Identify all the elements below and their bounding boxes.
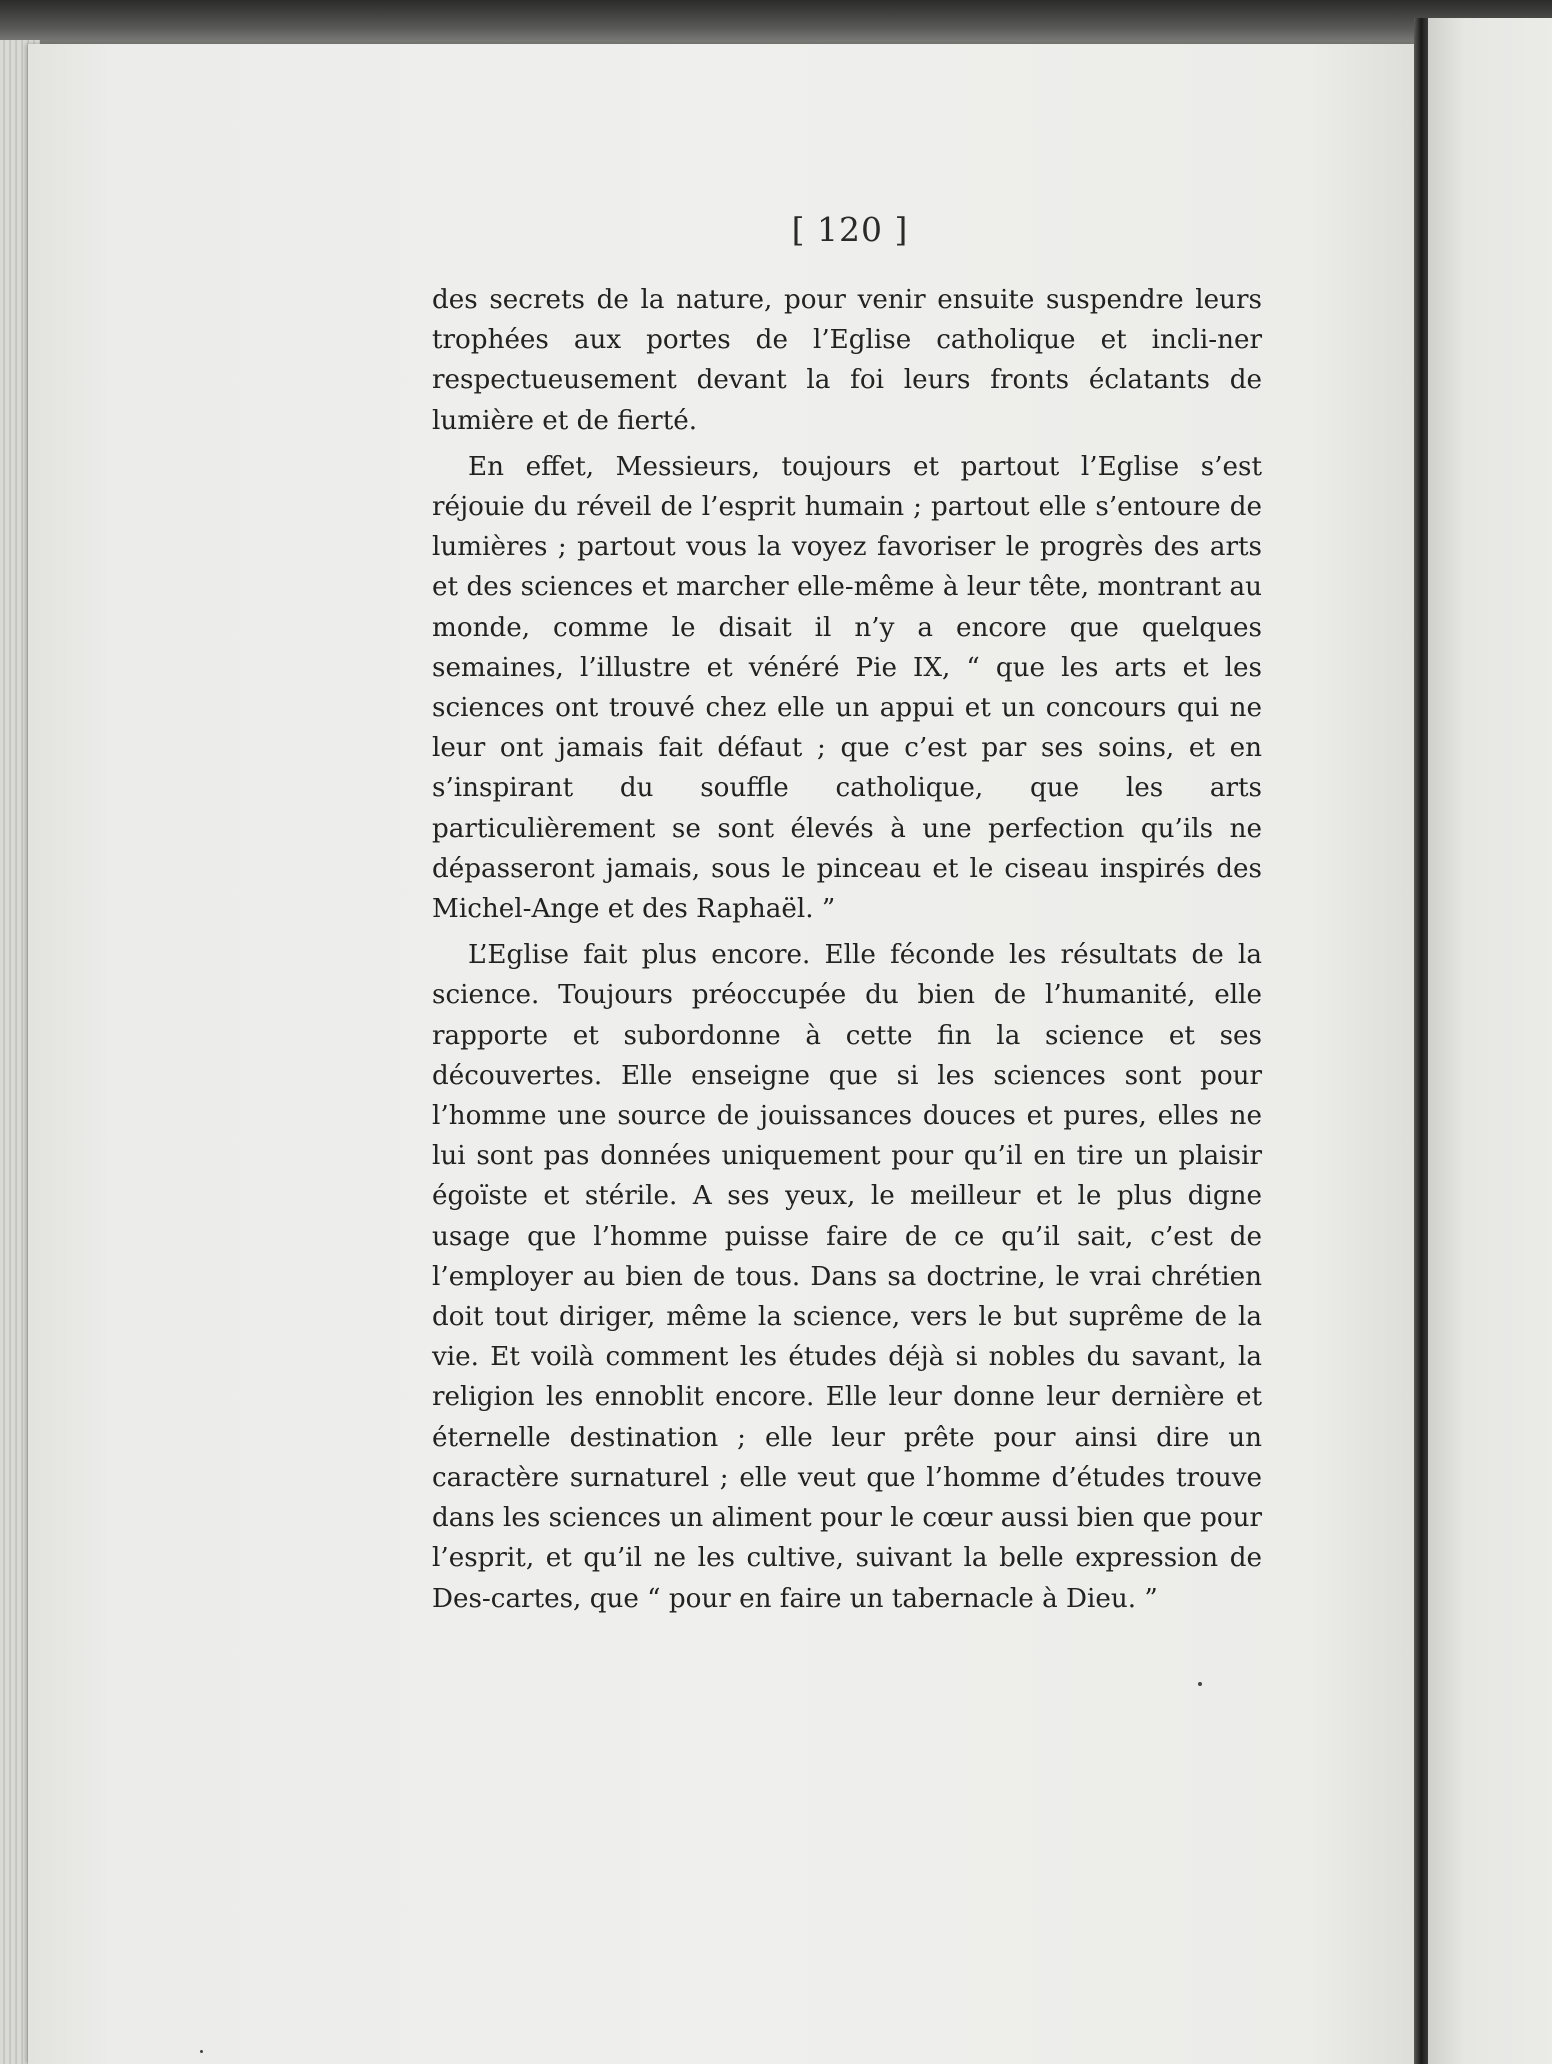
facing-page-edge [1428,18,1552,2064]
paragraph-1: des secrets de la nature, pour venir ensuite suspendre leurs trophées aux portes de l’Eglise catholique et incli-ner respectueusement devant la foi leurs fronts éclatants de lumière et de fierté. [432,285,1262,436]
scan-speck [200,2050,203,2053]
body-text [432,280,1262,1625]
paragraph-3: L’Eglise fait plus encore. Elle féconde les résultats de la science. Toujours préoccupée du bien de l’humanité, elle rapporte et subordonne à cette fin la science et ses découvertes. Elle enseigne que si les sciences sont pour l’homme une source de jouissances douces et pures, elles ne lui sont pas données uniquement pour qu’il en tire un plaisir égoïste et stérile. A ses yeux, le meilleur et le plus digne usage que l’homme puisse faire de ce qu’il sait, c’est de l’employer au bien de tous. Dans sa doctrine, le vrai chrétien doit tout diriger, même la science, vers le but suprême de la vie. Et voilà comment les études déjà si nobles du savant, la religion les ennoblit encore. Elle leur donne leur dernière et éternelle destination ; elle leur prête pour ainsi dire un caractère surnaturel ; elle veut que l’homme d’études trouve dans les sciences un aliment pour le cœur aussi bien que pour l’esprit, et qu’il ne les cultive, suivant la belle expression de Des-cartes, que “ pour en faire un tabernacle à Dieu. ” [432,940,1262,1614]
scan-top-edge [0,0,1552,48]
book-gutter [1414,18,1428,2064]
scan-speck [1198,1682,1202,1686]
page-number: [ 120 ] [791,210,909,249]
paragraph-2: En effet, Messieurs, toujours et partout l’Eglise s’est réjouie du réveil de l’esprit humain ; partout elle s’entoure de lumières ; partout vous la voyez favoriser le progrès des arts et des sciences et marcher elle-même à leur tête, montrant au monde, comme le disait il n’y a encore que quelques semaines, l’illustre et vénéré Pie IX, “ que les arts et les sciences ont trouvé chez elle un appui et un concours qui ne leur ont jamais fait défaut ; que c’est par ses soins, et en s’inspirant du souffle catholique, que les arts particulièrement se sont élevés à une perfection qu’ils ne dépasseront jamais, sous le pinceau et le ciseau inspirés des Michel-Ange et des Raphaël. ” [432,451,1262,925]
